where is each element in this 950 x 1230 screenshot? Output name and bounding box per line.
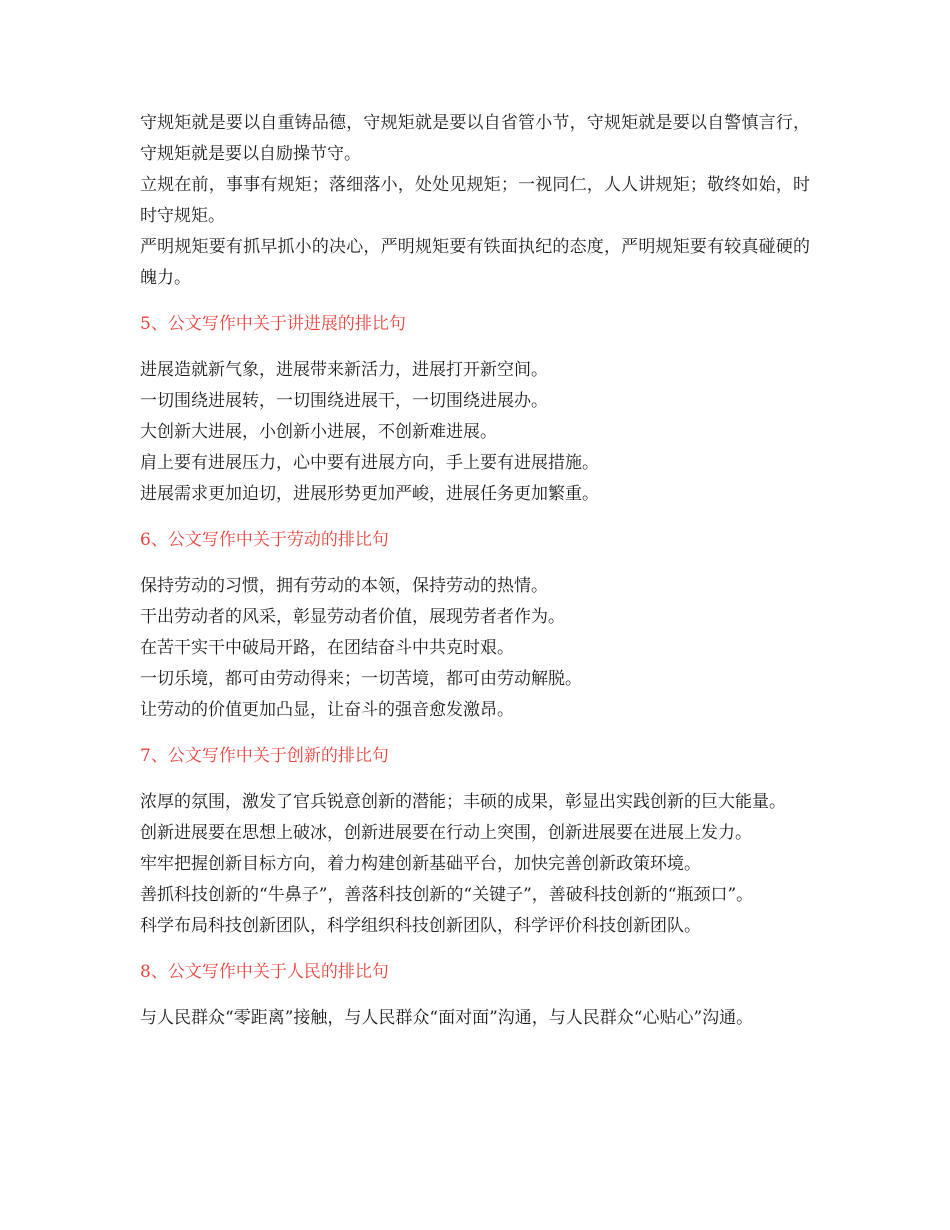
paragraph: 立规在前，事事有规矩；落细落小，处处见规矩；一视同仁，人人讲规矩；敬终如始，时时守规矩。 — [140, 175, 810, 226]
paragraph: 善抓科技创新的“牛鼻子”，善落科技创新的“关键子”，善破科技创新的“瓶颈口”。 — [140, 885, 754, 905]
paragraph: 干出劳动者的风采，彰显劳动者价值，展现劳者者作为。 — [140, 607, 565, 627]
section-heading: 5、公文写作中关于讲进展的排比句 — [140, 314, 406, 334]
paragraph: 大创新大进展，小创新小进展，不创新难进展。 — [140, 422, 497, 442]
paragraph: 严明规矩要有抓早抓小的决心，严明规矩要有铁面执纪的态度，严明规矩要有较真碰硬的魄力。 — [140, 237, 810, 288]
section-7 — [140, 741, 810, 942]
paragraph: 在苦干实干中破局开路，在团结奋斗中共克时艰。 — [140, 638, 514, 658]
section-heading: 8、公文写作中关于人民的排比句 — [140, 962, 389, 982]
paragraph: 守规矩就是要以自重铸品德，守规矩就是要以自省管小节，守规矩就是要以自警慎言行，守规矩就是要以自励操节守。 — [140, 113, 810, 164]
section-heading: 7、公文写作中关于创新的排比句 — [140, 746, 389, 766]
section-5 — [140, 309, 810, 510]
paragraph: 让劳动的价值更加凸显，让奋斗的强音愈发激昂。 — [140, 700, 514, 720]
paragraph: 进展造就新气象，进展带来新活力，进展打开新空间。 — [140, 360, 548, 380]
paragraph: 科学布局科技创新团队，科学组织科技创新团队，科学评价科技创新团队。 — [140, 916, 701, 936]
paragraph: 进展需求更加迫切，进展形势更加严峻，进展任务更加繁重。 — [140, 484, 599, 504]
paragraph: 创新进展要在思想上破冰，创新进展要在行动上突围，创新进展要在进展上发力。 — [140, 823, 752, 843]
paragraph: 肩上要有进展压力，心中要有进展方向，手上要有进展措施。 — [140, 453, 599, 473]
paragraph: 牢牢把握创新目标方向，着力构建创新基础平台，加快完善创新政策环境。 — [140, 854, 701, 874]
paragraph: 与人民群众“零距离”接触，与人民群众“面对面”沟通，与人民群众“心贴心”沟通。 — [140, 1008, 754, 1028]
intro-block — [140, 108, 810, 294]
paragraph: 浓厚的氛围，激发了官兵锐意创新的潜能；丰硕的成果，彰显出实践创新的巨大能量。 — [140, 792, 786, 812]
section-heading: 6、公文写作中关于劳动的排比句 — [140, 530, 389, 550]
section-8 — [140, 957, 810, 1034]
section-6 — [140, 525, 810, 726]
paragraph: 一切围绕进展转，一切围绕进展干，一切围绕进展办。 — [140, 391, 548, 411]
document-page — [140, 108, 810, 1034]
paragraph: 一切乐境，都可由劳动得来；一切苦境，都可由劳动解脱。 — [140, 669, 582, 689]
paragraph: 保持劳动的习惯，拥有劳动的本领，保持劳动的热情。 — [140, 576, 548, 596]
